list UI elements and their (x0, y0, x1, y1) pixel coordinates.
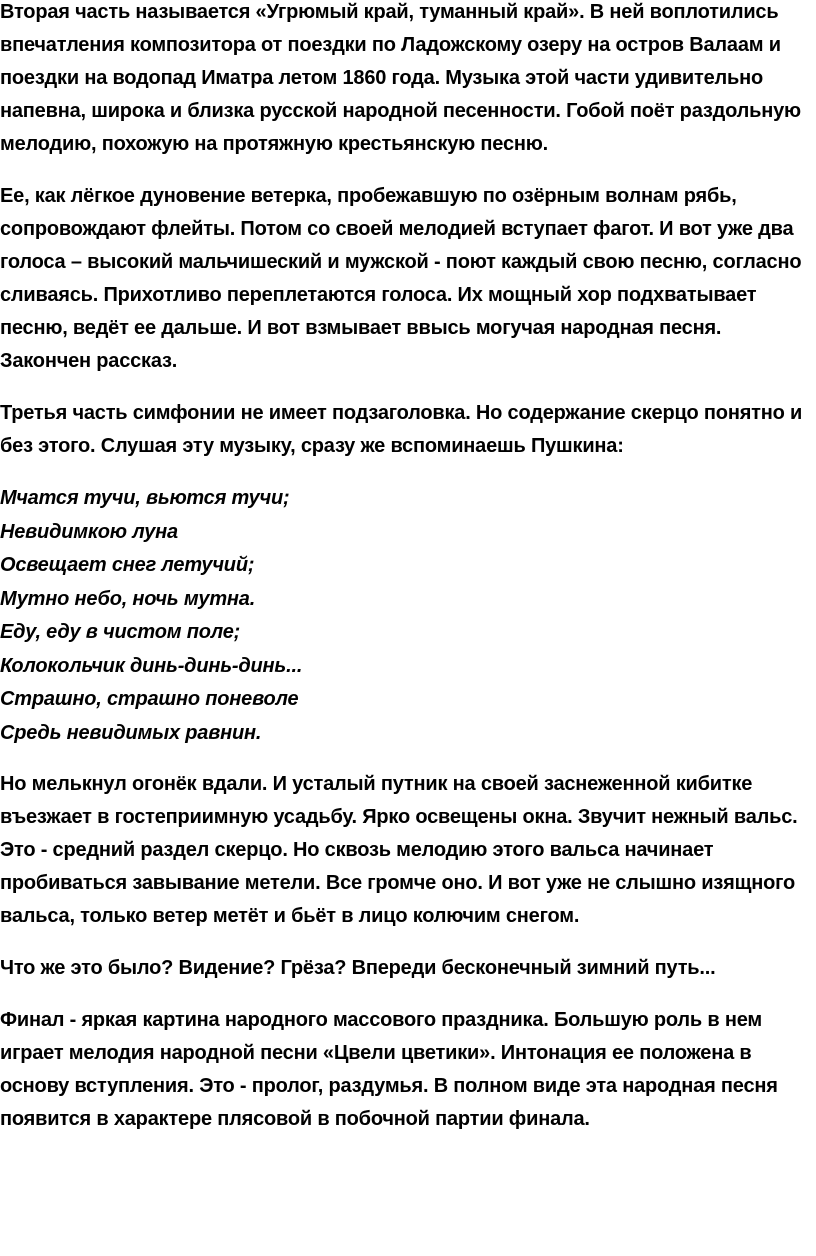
poem-line: Мчатся тучи, вьются тучи; (0, 487, 290, 509)
paragraph-waltz-blizzard: Но мелькнул огонёк вдали. И усталый путник на своей заснеженной кибитке въезжает в гостеприимную усадьбу. Ярко освещены окна. Звучит нежный вальс. Это - средний раздел скерцо. Но сквозь мелодию этого вальса начинает пробиваться завывание метели. Все громче оно. И вот уже не слышно изящного вальса, только ветер метёт и бьёт в лицо колючим снегом. (0, 773, 798, 927)
pushkin-poem (0, 482, 808, 750)
poem-line: Невидимкою луна (0, 520, 178, 543)
poem-line: Колокольчик динь-динь-динь... (0, 654, 303, 677)
poem-line: Освещает снег летучий; (0, 554, 255, 576)
poem-line: Страшно, страшно поневоле (0, 688, 299, 710)
paragraph-finale: Финал - яркая картина народного массового праздника. Большую роль в нем играет мелодия народной песни «Цвели цветики». Интонация ее положена в основу вступления. Это - пролог, раздумья. В полном виде эта народная песня появится в характере плясовой в побочной партии финала. (0, 1009, 778, 1130)
paragraph-second-movement: Вторая часть называется «Угрюмый край, туманный край». В ней воплотились впечатления композитора от поездки по Ладожскому озеру на остров Валаам и поездки на водопад Иматра летом 1860 года. Музыка этой части удивительно напевна, широка и близка русской народной песенности. Гобой поёт раздольную мелодию, похожую на протяжную крестьянскую песню. (0, 1, 801, 155)
paragraph-flutes-bassoon: Ее, как лёгкое дуновение ветерка, пробежавшую по озёрным волнам рябь, сопровождают флейты. Потом со своей мелодией вступает фагот. И вот уже два голоса – высокий мальчишеский и мужской - поют каждый свою песню, согласно сливаясь. Прихотливо переплетаются голоса. Их мощный хор подхватывает песню, ведёт ее дальше. И вот взмывает ввысь могучая народная песня. Закончен рассказ. (0, 185, 802, 372)
poem-line: Мутно небо, ночь мутна. (0, 587, 256, 610)
poem-line: Еду, еду в чистом поле; (0, 621, 241, 643)
poem-line: Средь невидимых равнин. (0, 721, 262, 744)
paragraph-third-movement: Третья часть симфонии не имеет подзаголовка. Но содержание скерцо понятно и без этого. Слушая эту музыку, сразу же вспоминаешь Пушкина: (0, 402, 803, 457)
paragraph-vision-question: Что же это было? Видение? Грёза? Впереди бесконечный зимний путь... (0, 957, 716, 979)
